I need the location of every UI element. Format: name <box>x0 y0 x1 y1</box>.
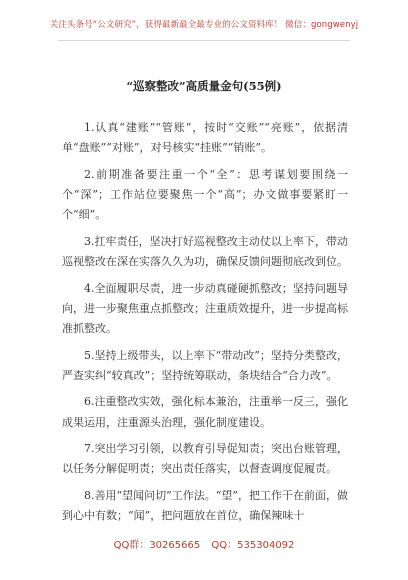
header-divider <box>58 40 350 41</box>
document-title: “巡察整改”高质量金句(55例) <box>126 79 282 93</box>
paragraph-8: 8.善用“望闻问切”工作法。“望”，把工作干在前面，做到心中有数；“闻”，把问题放在首位，确保辣味十 <box>62 488 348 523</box>
paragraph-3: 3.扛牢责任，坚决打好巡视整改主动仗以上率下，带动巡视整改在深在实落久久为功，确保反馈问题彻底改到位。 <box>62 234 348 268</box>
paragraph-4: 4.全面履职尽责，进一步动真碰硬抓整改；坚持问题导向，进一步聚焦重点抓整改；注重质效提升，进一步提高标准抓整改。 <box>62 281 348 335</box>
paragraph-7: 7.突出学习引领，以教育引导促知责；突出台账管理，以任务分解促明责；突出责任落实，以督查调度促履责。 <box>62 442 348 476</box>
header-notice: 关注头条号“公文研究”，获得最新最全最专业的公文资料库！ 微信：gongwenyj <box>49 20 359 30</box>
paragraph-1: 1.认真“建账”“管账”，按时“交账”“亮账”，依据清单“盘账”“对账”，对号核实“挂账”“销账”。 <box>62 121 348 155</box>
footer-qq-group: QQ群：30265665 <box>113 540 201 551</box>
footer-qq: QQ：535304092 <box>211 540 295 551</box>
paragraph-5: 5.坚持上级带头，以上率下“带动改”；坚持分类整改，严查实纠“较真改”；坚持统筹联动，条块结合“合力改”。 <box>62 348 348 382</box>
document-body <box>62 118 348 533</box>
paragraph-6: 6.注重整改实效，强化标本兼治，注重举一反三，强化成果运用，注重源头治理，强化制度建设。 <box>62 395 348 429</box>
paragraph-2: 2.前期准备要注重一个“全”：思考谋划要围绕一个“深”；工作站位要聚焦一个“高”；办文做事要紧盯一个“细”。 <box>62 167 348 222</box>
footer-contact <box>0 536 408 551</box>
